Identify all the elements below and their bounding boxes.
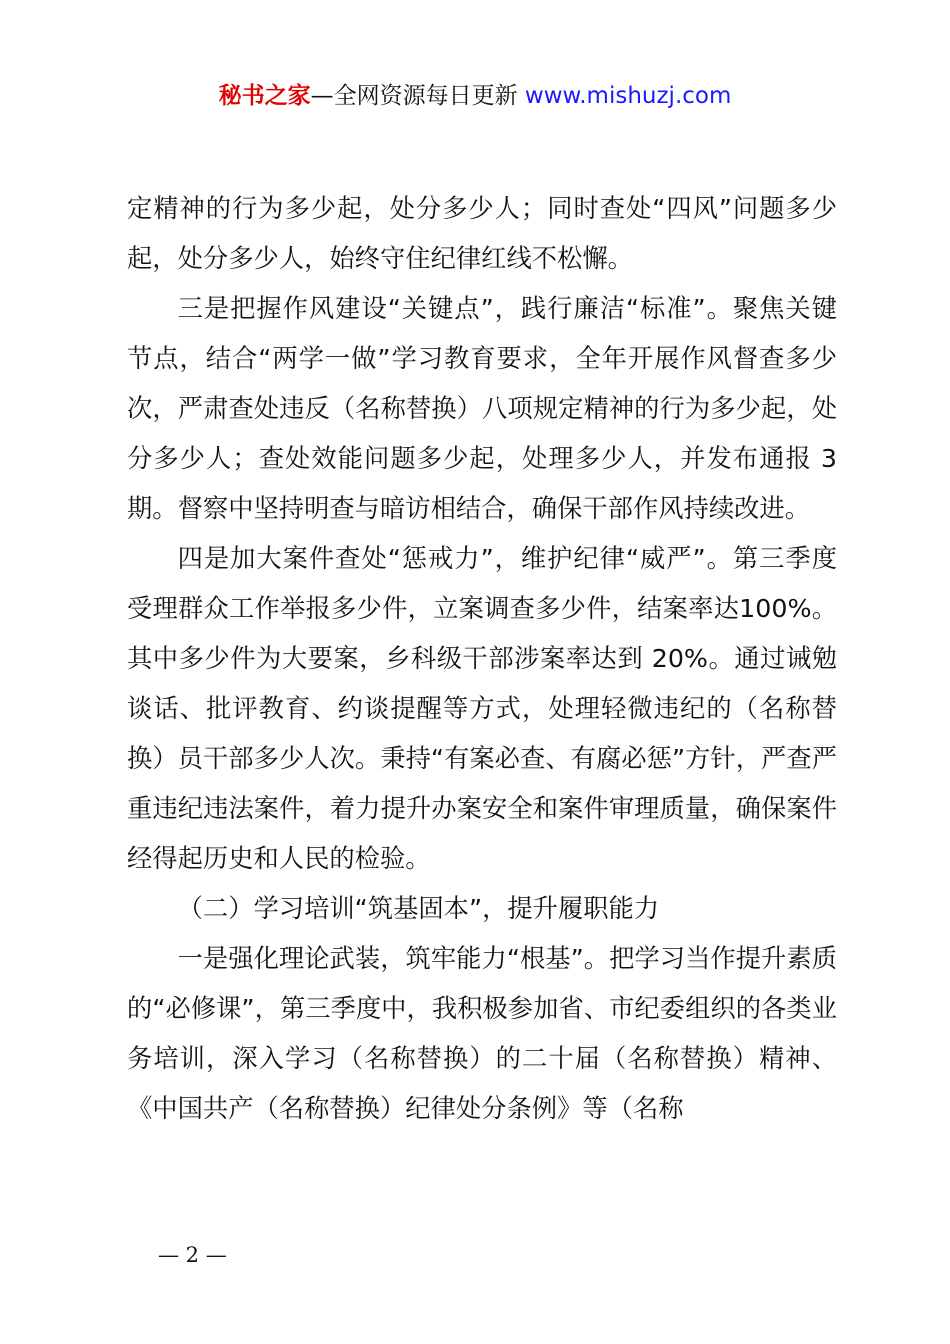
paragraph-item-three: 三是把握作风建设“关键点”，践行廉洁“标准”。聚焦关键节点，结合“两学一做”学习教育要求，全年开展作风督查多少次，严肃查处违反（名称替换）八项规定精神的行为多少起，处分多少人；查处效能问题多少起，处理多少人，并发布通报 3 期。督察中坚持明查与暗访相结合，确保干部作风持续改进。: [127, 294, 837, 523]
brand-name: 秘书之家: [218, 83, 311, 109]
paragraph-item-four: 四是加大案件查处“惩戒力”，维护纪律“威严”。第三季度受理群众工作举报多少件，立案调查多少件，结案率达100%。其中多少件为大要案，乡科级干部涉案率达到 20%。通过诫勉谈话、批评教育、约谈提醒等方式，处理轻微违纪的（名称替换）员干部多少人次。秉持“有案必查、有腐必惩”方针，严查严重违纪违法案件，着力提升办案安全和案件审理质量，确保案件经得起历史和人民的检验。: [127, 544, 837, 873]
section-heading-training: （二）学习培训“筑基固本”，提升履职能力: [177, 894, 660, 923]
paragraph-continuation: 定精神的行为多少起，处分多少人；同时查处“四风”问题多少起，处分多少人，始终守住纪律红线不松懈。: [127, 194, 837, 273]
paragraph-item-one: 一是强化理论武装，筑牢能力“根基”。把学习当作提升素质的“必修课”，第三季度中，我积极参加省、市纪委组织的各类业务培训，深入学习（名称替换）的二十届（名称替换）精神、《中国共产（名称替换）纪律处分条例》等（名称: [127, 944, 837, 1123]
document-body: [127, 184, 837, 1134]
page-header: [0, 80, 950, 112]
site-url-link[interactable]: www.mishuzj.com: [524, 83, 732, 109]
page-number: — 2 —: [158, 1243, 227, 1267]
header-tagline: —全网资源每日更新: [310, 83, 525, 109]
